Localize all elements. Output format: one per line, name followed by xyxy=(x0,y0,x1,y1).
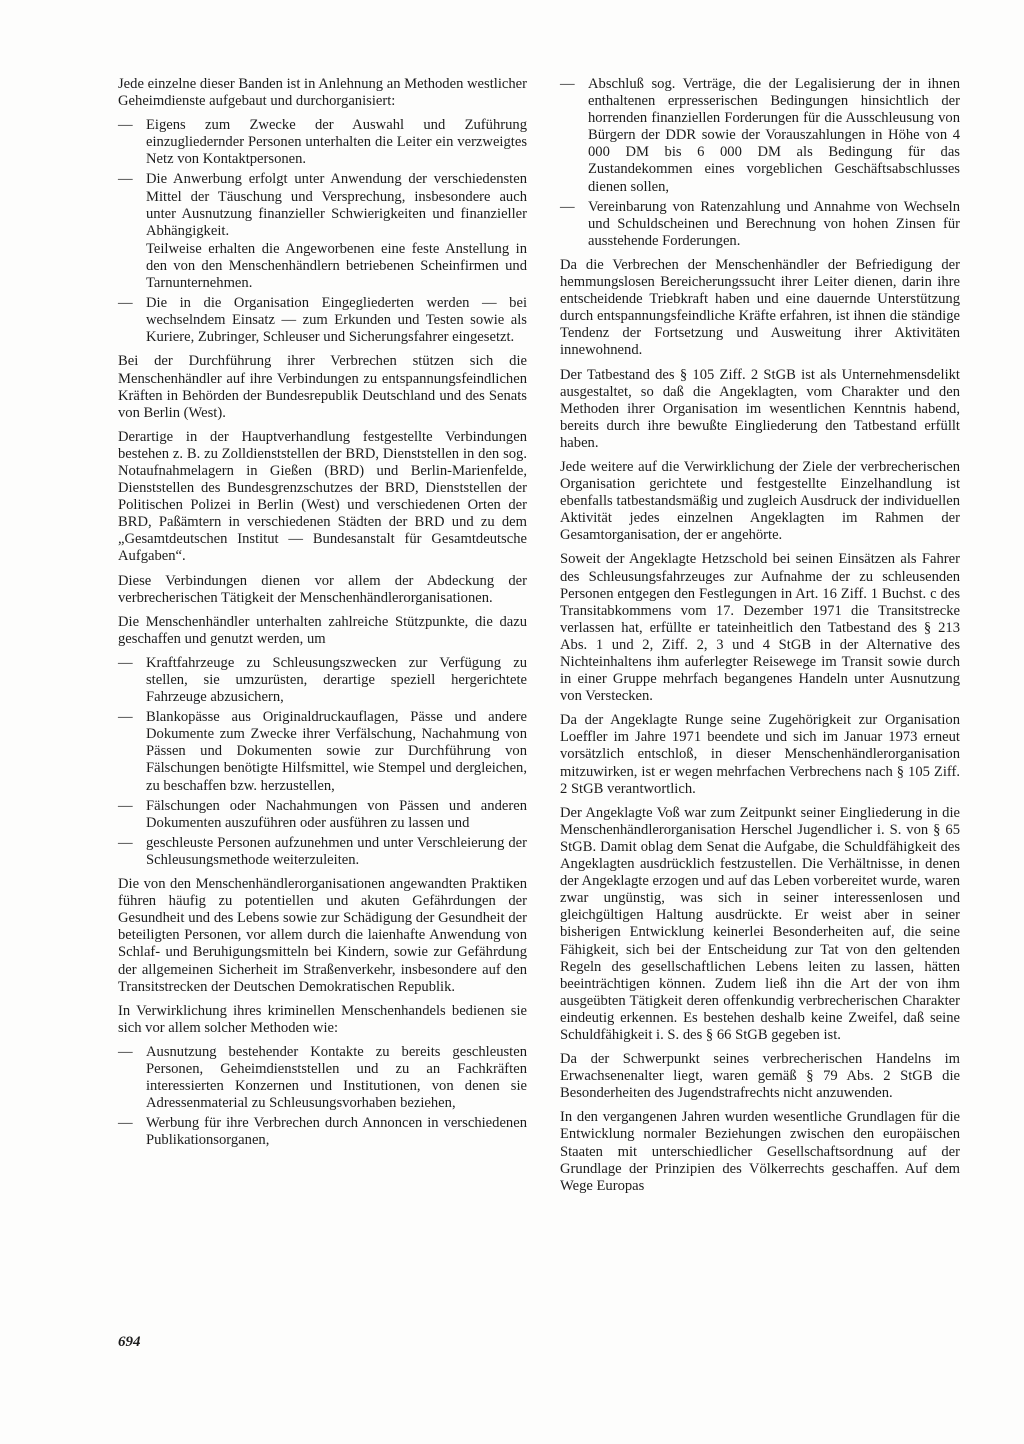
paragraph: Jede einzelne dieser Banden ist in Anlehnung an Methoden westlicher Geheimdienste aufgebaut und durchorganisiert: xyxy=(118,76,527,110)
list-item-text: Die Anwerbung erfolgt unter Anwendung der verschiedensten Mittel der Täuschung und Versprechung, insbesondere auch unter Ausnutzung finanzieller Schwierigkeiten und finanzieller Abhängigkeit. xyxy=(146,171,527,239)
left-column xyxy=(118,76,527,1156)
paragraph: Da die Verbrechen der Menschenhändler der Befriedigung der hemmungslosen Bereicherungssucht ihrer Leiter dienen, darin ihre entscheidende Triebkraft haben und eine dauernde Unterstützung durch entspannungsfeindliche Kräfte erfahren, ist ihnen die ständige Tendenz der Fortsetzung und Ausweitung ihrer Aktivitäten innewohnend. xyxy=(560,256,960,359)
dash-list xyxy=(560,76,960,250)
list-item: — Blankopässe aus Originaldruckauflagen, Pässe und andere Dokumente zum Zwecke ihrer Verfälschung, Nachahmung von Pässen und Dokumenten sowie zur Durchführung von Fälschungen benötigte Hilfsmittel, wie Stempel und dergleichen, zu beschaffen bzw. herzustellen, xyxy=(118,709,527,794)
list-item xyxy=(118,171,527,292)
dash-list xyxy=(118,655,527,869)
paragraph: Bei der Durchführung ihrer Verbrechen stützen sich die Menschenhändler auf ihre Verbindungen zu entspannungsfeindlichen Kräften in Behörden der Bundesrepublik Deutschland und des Senats von Berlin (West). xyxy=(118,353,527,421)
paragraph: In Verwirklichung ihres kriminellen Menschenhandels bedienen sie sich vor allem solcher Methoden wie: xyxy=(118,1002,527,1036)
paragraph: Der Angeklagte Voß war zum Zeitpunkt seiner Eingliederung in die Menschenhändlerorganisation Herschel Jugendlicher i. S. von § 65 StGB. Damit oblag dem Senat die Aufgabe, die Schuldfähigkeit des Angeklagten ausdrücklich festzustellen. Die Verhältnisse, in denen der Angeklagte erzogen und auf das Leben vorbereitet wurde, waren zwar ungünstig, was sich in seiner interessenlosen und gleichgültigen Haltung ausdrückte. Er weist aber in seiner bisherigen Entwicklung keinerlei Besonderheiten auf, die seine Fähigkeit, sich bei der Entscheidung zur Tat von den geltenden Regeln des gesellschaftlichen Lebens leiten zu lassen, hätten beeinträchtigen können. Zudem ließ ihn die Art der von ihm ausgeübten Tätigkeit deren offenkundig verbrecherischen Charakter eindeutig erkennen. Es bestehen deshalb keine Zweifel, daß seine Schuldfähigkeit i. S. des § 66 StGB gegeben ist. xyxy=(560,804,960,1043)
paragraph: In den vergangenen Jahren wurden wesentliche Grundlagen für die Entwicklung normaler Beziehungen zwischen den europäischen Staaten mit unterschiedlicher Gesellschaftsordnung auf der Grundlage der Prinzipien des Völkerrechts geschaffen. Auf dem Wege Europas xyxy=(560,1109,960,1194)
list-item-continuation: Teilweise erhalten die Angeworbenen eine feste Anstellung in den von den Menschenhändlern betriebenen Scheinfirmen und Tarnunternehmen. xyxy=(146,240,527,292)
list-item: — geschleuste Personen aufzunehmen und unter Verschleierung der Schleusungsmethode weiterzuleiten. xyxy=(118,835,527,869)
paragraph: Soweit der Angeklagte Hetzschold bei seinen Einsätzen als Fahrer des Schleusungsfahrzeuges zur Aufnahme der zu schleusenden Personen entgegen den Festlegungen in Art. 16 Ziff. 1 Buchst. c des Transitabkommens vom 17. Dezember 1971 die Transitstrecke verlassen hat, erfüllte er tateinheitlich den Tatbestand des § 213 Abs. 1 und 2, Ziff. 2, 3 und 4 StGB in der Alternative des Nichteinhaltens ihm auferlegter Reisewege im Transit sowie durch in einer Gruppe mehrfach begangenes Handeln unter Ausnutzung von Verstecken. xyxy=(560,551,960,705)
right-column xyxy=(560,76,960,1202)
list-item: — Die in die Organisation Eingegliederten werden — bei wechselndem Einsatz — zum Erkunden und Testen sowie als Kuriere, Zubringer, Schleuser und Sicherungsfahrer eingesetzt. xyxy=(118,295,527,346)
paragraph: Derartige in der Hauptverhandlung festgestellte Verbindungen bestehen z. B. zu Zolldienststellen der BRD, Dienststellen in den sog. Notaufnahmelagern in Gießen (BRD) und Berlin-Marienfelde, Dienststellen des Bundesgrenzschutzes der BRD, Dienststellen der Politischen Polizei in Berlin (West) und verschiedenen Orten der BRD, Paßämtern in verschiedenen Städten der BRD und zu dem „Gesamtdeutschen Institut — Bundesanstalt für Gesamtdeutsche Aufgaben“. xyxy=(118,428,527,565)
list-item: — Fälschungen oder Nachahmungen von Pässen und anderen Dokumenten auszuführen oder ausführen zu lassen und xyxy=(118,798,527,832)
paragraph: Da der Angeklagte Runge seine Zugehörigkeit zur Organisation Loeffler im Jahre 1971 beendete und sich im Januar 1973 erneut vorsätzlich entschloß, in dieser Menschenhändlerorganisation mitzuwirken, ist er wegen mehrfachen Verbrechens nach § 105 Ziff. 2 StGB verantwortlich. xyxy=(560,712,960,797)
list-item: — Abschluß sog. Verträge, die der Legalisierung der in ihnen enthaltenen erpresserischen Bedingungen hinsichtlich der horrenden finanziellen Forderungen für die Ausschleusung von Bürgern der DDR sowie der Vorauszahlungen in Höhe von 4 000 DM bis 6 000 DM als Bedingung für das Zustandekommen eines vorgeblichen Geschäftsabschlusses dienen sollen, xyxy=(560,76,960,196)
list-item: — Vereinbarung von Ratenzahlung und Annahme von Wechseln und Schuldscheinen und Berechnung von hohen Zinsen für ausstehende Forderungen. xyxy=(560,199,960,250)
paragraph: Da der Schwerpunkt seines verbrecherischen Handelns im Erwachsenenalter liegt, waren gemäß § 79 Abs. 2 StGB die Besonderheiten des Jugendstrafrechts nicht anzuwenden. xyxy=(560,1051,960,1102)
list-item: — Eigens zum Zwecke der Auswahl und Zuführung einzugliedernder Personen unterhalten die Leiter ein verzweigtes Netz von Kontaktpersonen. xyxy=(118,117,527,168)
paragraph: Die von den Menschenhändlerorganisationen angewandten Praktiken führen häufig zu potentiellen und akuten Gefährdungen der Gesundheit und des Lebens sowie zur Schädigung der Gesundheit der beteiligten Personen, vor allem durch die laienhafte Anwendung von Schlaf- und Beruhigungsmitteln bei Kindern, sowie zur Gefährdung der allgemeinen Sicherheit im Straßenverkehr, insbesondere auf den Transitstrecken der Deutschen Demokratischen Republik. xyxy=(118,876,527,995)
list-item: — Kraftfahrzeuge zu Schleusungszwecken zur Verfügung zu stellen, sie umzurüsten, derartige speziell hergerichtete Fahrzeuge abzusichern, xyxy=(118,655,527,706)
list-item: — Ausnutzung bestehender Kontakte zu bereits geschleusten Personen, Geheimdienststellen und zu an Fachkräften interessierten Konzernen und Institutionen, von denen sie Adressenmaterial zu Schleusungsvorhaben beziehen, xyxy=(118,1044,527,1112)
dash-list xyxy=(118,1044,527,1150)
paragraph: Diese Verbindungen dienen vor allem der Abdeckung der verbrecherischen Tätigkeit der Menschenhändlerorganisationen. xyxy=(118,572,527,606)
dash-list xyxy=(118,117,527,346)
paragraph: Jede weitere auf die Verwirklichung der Ziele der verbrecherischen Organisation gerichtete und festgestellte Einzelhandlung ist ebenfalls tatbestandsmäßig und zugleich Ausdruck der individuellen Aktivität jedes einzelnen Angeklagten im Rahmen der Gesamtorganisation, der er angehörte. xyxy=(560,458,960,544)
page-number: 694 xyxy=(118,1334,141,1350)
paragraph: Die Menschenhändler unterhalten zahlreiche Stützpunkte, die dazu geschaffen und genutzt werden, um xyxy=(118,613,527,647)
paragraph: Der Tatbestand des § 105 Ziff. 2 StGB ist als Unternehmensdelikt ausgestaltet, so daß die Angeklagten, vom Charakter und den Methoden ihrer Organisation im wesentlichen Kenntnis habend, bereits durch ihre bewußte Eingliederung den Tatbestand erfüllt haben. xyxy=(560,366,960,451)
list-item: — Werbung für ihre Verbrechen durch Annoncen in verschiedenen Publikationsorganen, xyxy=(118,1115,527,1149)
